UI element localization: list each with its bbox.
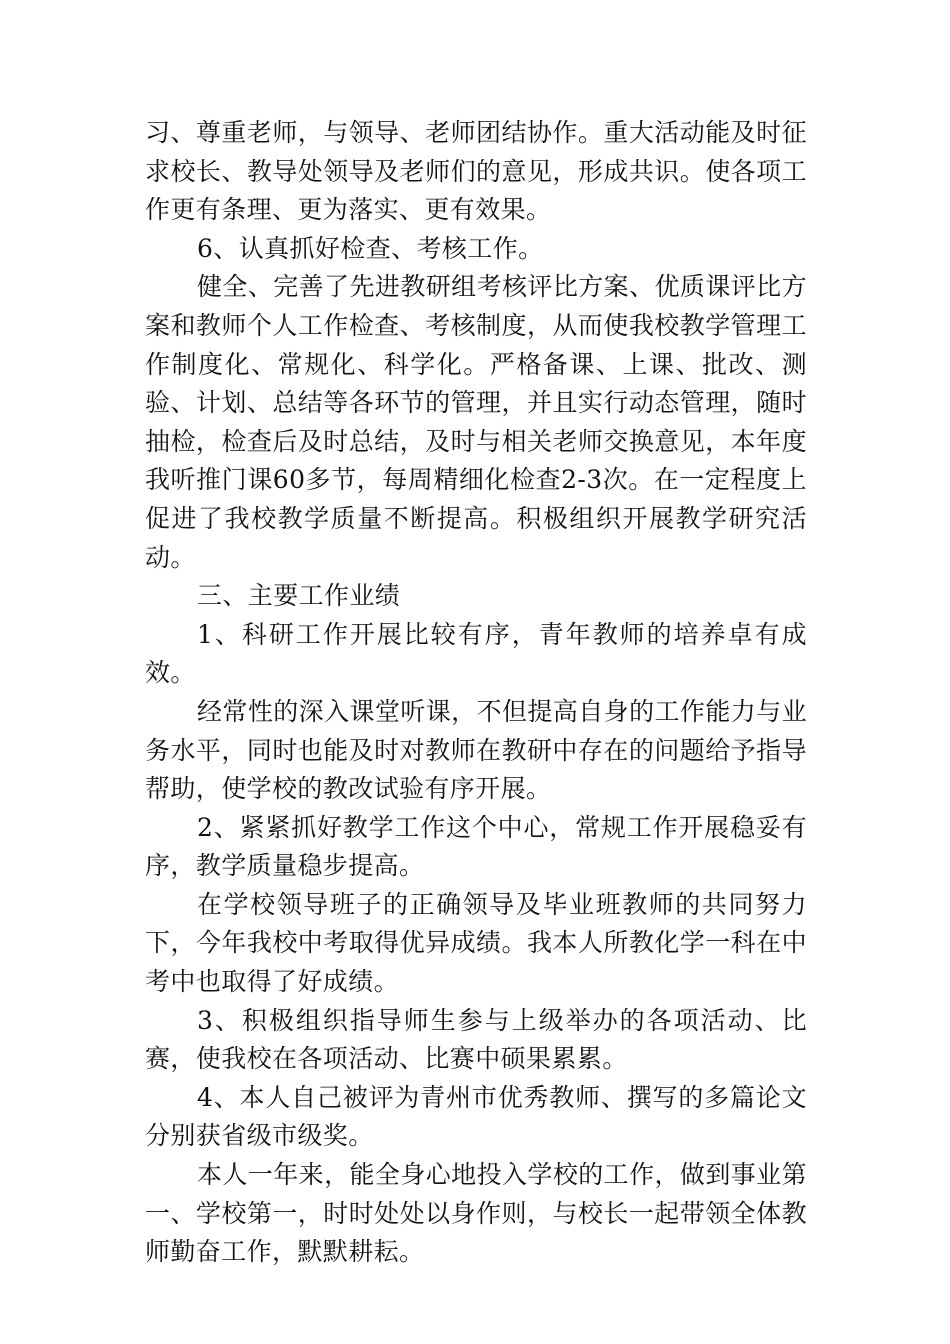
paragraph-heading-3: 3、积极组织指导师生参与上级举办的各项活动、比赛，使我校在各项活动、比赛中硕果累累。	[145, 1005, 807, 1074]
paragraph-1: 习、尊重老师，与领导、老师团结协作。重大活动能及时征求校长、教导处领导及老师们的意见，形成共识。使各项工作更有条理、更为落实、更有效果。	[145, 118, 807, 225]
document-body	[145, 114, 807, 1272]
paragraph-heading-2: 2、紧紧抓好教学工作这个中心，常规工作开展稳妥有序，教学质量稳步提高。	[145, 812, 807, 881]
paragraph-8: 在学校领导班子的正确领导及毕业班教师的共同努力下，今年我校中考取得优异成绩。我本人所教化学一科在中考中也取得了好成绩。	[145, 889, 807, 997]
paragraph-3: 健全、完善了先进教研组考核评比方案、优质课评比方案和教师个人工作检查、考核制度，从而使我校教学管理工作制度化、常规化、科学化。严格备课、上课、批改、测验、计划、总结等各环节的管理，并且实行动态管理，随时抽检，检查后及时总结，及时与相关老师交换意见，本年度我听推门课60多节，每周精细化检查2-3次。在一定程度上促进了我校教学质量不断提高。积极组织开展教学研究活动。	[145, 272, 807, 572]
paragraph-6: 经常性的深入课堂听课，不但提高自身的工作能力与业务水平，同时也能及时对教师在教研中存在的问题给予指导帮助，使学校的教改试验有序开展。	[145, 696, 807, 804]
paragraph-heading-1: 1、科研工作开展比较有序，青年教师的培养卓有成效。	[145, 619, 807, 688]
paragraph-heading-6: 6、认真抓好检查、考核工作。	[197, 233, 544, 263]
section-heading-achievements: 三、主要工作业绩	[197, 581, 401, 611]
paragraph-heading-4: 4、本人自己被评为青州市优秀教师、撰写的多篇论文分别获省级市级奖。	[145, 1082, 807, 1151]
paragraph-closing: 本人一年来，能全身心地投入学校的工作，做到事业第一、学校第一，时时处处以身作则，与校长一起带领全体教师勤奋工作，默默耕耘。	[145, 1160, 807, 1267]
